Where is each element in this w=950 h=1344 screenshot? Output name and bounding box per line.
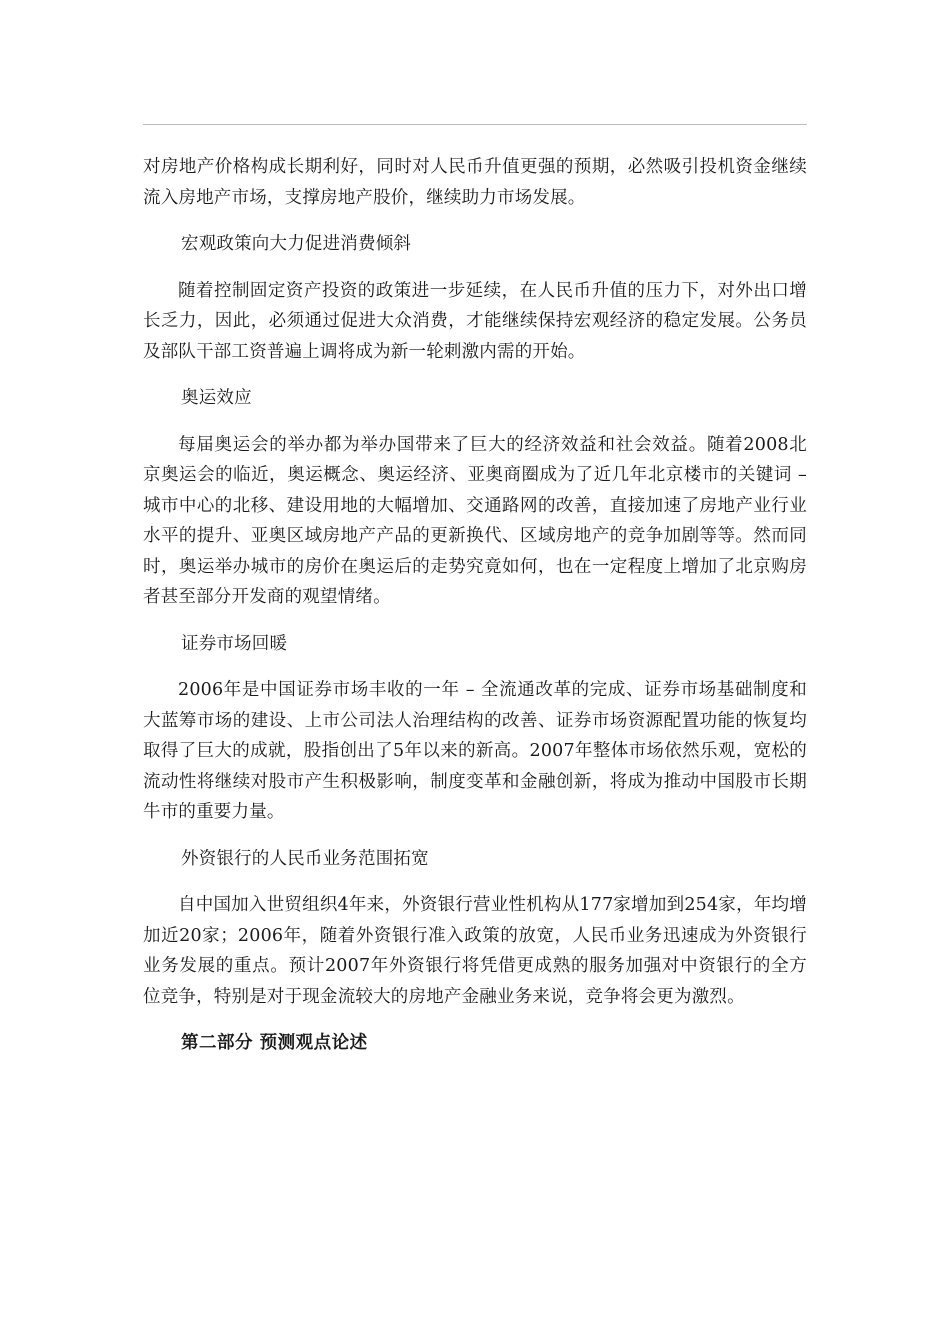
heading-foreign-banks: 外资银行的人民币业务范围拓宽 xyxy=(181,848,429,869)
paragraph-real-estate-support: 对房地产价格构成长期利好，同时对人民币升值更强的预期，必然吸引投机资金继续流入房地产市场，支撑房地产股价，继续助力市场发展。 xyxy=(143,157,807,208)
document-body xyxy=(143,152,807,1059)
heading-olympic-effect: 奥运效应 xyxy=(181,388,252,408)
paragraph-securities-market: 2006年是中国证券市场丰收的一年 – 全流通改革的完成、证券市场基础制度和大蓝筹市场的建设、上市公司法人治理结构的改善、证券市场资源配置功能的恢复均取得了巨大的成就，股指创出了5年以来的新高。2007年整体市场依然乐观，宽松的流动性将继续对股市产生积极影响，制度变革和金融创新，将成为推动中国股市长期牛市的重要力量。 xyxy=(143,680,807,822)
section-title-part-two: 第二部分 预测观点论述 xyxy=(181,1033,368,1053)
paragraph-foreign-banks: 自中国加入世贸组织4年来，外资银行营业性机构从177家增加到254家，年均增加近20家；2006年，随着外资银行准入政策的放宽，人民币业务迅速成为外资银行业务发展的重点。预计2007年外资银行将凭借更成熟的服务加强对中资银行的全方位竞争，特别是对于现金流较大的房地产金融业务来说，竞争将会更为激烈。 xyxy=(143,895,807,1007)
header-divider xyxy=(143,124,807,125)
paragraph-macro-policy: 随着控制固定资产投资的政策进一步延续，在人民币升值的压力下，对外出口增长乏力，因此，必须通过促进大众消费，才能继续保持宏观经济的稳定发展。公务员及部队干部工资普遍上调将成为新一轮刺激内需的开始。 xyxy=(143,280,807,362)
paragraph-olympic-effect: 每届奥运会的举办都为举办国带来了巨大的经济效益和社会效益。随着2008北京奥运会的临近，奥运概念、奥运经济、亚奥商圈成为了近几年北京楼市的关键词 – 城市中心的北移、建设用地的大幅增加、交通路网的改善，直接加速了房地产业行业水平的提升、亚奥区域房地产产品的更新换代、区域房地产的竞争加剧等等。然而同时，奥运举办城市的房价在奥运后的走势究竟如何，也在一定程度上增加了北京购房者甚至部分开发商的观望情绪。 xyxy=(143,434,807,607)
heading-securities-market: 证券市场回暖 xyxy=(181,633,288,654)
heading-macro-policy: 宏观政策向大力促进消费倾斜 xyxy=(181,234,412,254)
